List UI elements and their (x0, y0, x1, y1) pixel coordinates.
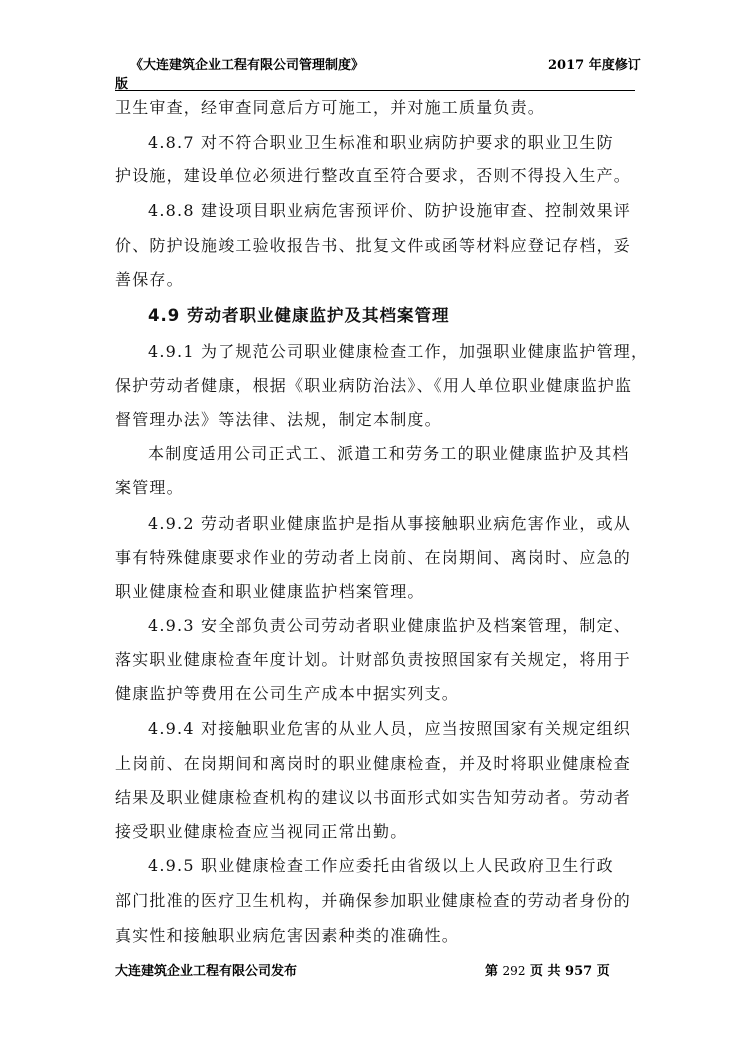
clause-4-9-5: 4.9.5 职业健康检查工作应委托由省级以上人民政府卫生行政 (148, 856, 614, 875)
body-line: 卫生审查，经审查同意后方可施工，并对施工质量负责。 (115, 98, 546, 117)
header-edition-wrap: 版 (115, 77, 129, 92)
body-line: 结果及职业健康检查机构的建议以书面形式如实告知劳动者。劳动者 (115, 788, 632, 807)
footer-page-number (485, 960, 610, 979)
body-line: 接受职业健康检查应当视同正常出勤。 (115, 822, 408, 841)
body-line: 落实职业健康检查年度计划。计财部负责按照国家有关规定，将用于 (115, 650, 632, 669)
body-line: 护设施，建设单位必须进行整改直至符合要求，否则不得投入生产。 (115, 166, 632, 185)
body-line: 事有特殊健康要求作业的劳动者上岗前、在岗期间、离岗时、应急的 (115, 548, 632, 567)
page-mid: 页 共 (529, 964, 561, 979)
footer-publisher: 大连建筑企业工程有限公司发布 (115, 964, 298, 979)
body-line: 案管理。 (115, 478, 184, 497)
body-line: 善保存。 (115, 270, 184, 289)
body-line: 督管理办法》等法律、法规，制定本制度。 (115, 410, 442, 429)
body-line: 保护劳动者健康，根据《职业病防治法》、《用人单位职业健康监护监 (115, 376, 633, 395)
body-line: 价、防护设施竣工验收报告书、批复文件或函等材料应登记存档，妥 (115, 236, 632, 255)
page-suffix: 页 (596, 964, 610, 979)
page-total: 957 (565, 964, 593, 979)
clause-4-9-2: 4.9.2 劳动者职业健康监护是指从事接触职业病危害作业，或从 (148, 514, 631, 533)
body-line: 部门批准的医疗卫生机构，并确保参加职业健康检查的劳动者身份的 (115, 891, 632, 910)
clause-4-8-7: 4.8.7 对不符合职业卫生标准和职业病防护要求的职业卫生防 (148, 133, 614, 152)
clause-4-9-3: 4.9.3 安全部负责公司劳动者职业健康监护及档案管理，制定、 (148, 616, 631, 635)
header-edition: 2017 年度修订 (548, 58, 641, 73)
page-current: 292 (502, 964, 526, 978)
body-line: 健康监护等费用在公司生产成本中据实列支。 (115, 684, 460, 703)
clause-4-8-8: 4.8.8 建设项目职业病危害预评价、防护设施审查、控制效果评 (148, 201, 631, 220)
scope-paragraph: 本制度适用公司正式工、派遣工和劳务工的职业健康监护及其档 (148, 444, 630, 463)
body-line: 职业健康检查和职业健康监护档案管理。 (115, 582, 425, 601)
header-title: 《大连建筑企业工程有限公司管理制度》 (130, 58, 365, 73)
section-heading-4-9: 4.9 劳动者职业健康监护及其档案管理 (148, 306, 450, 325)
body-line: 真实性和接触职业病危害因素种类的准确性。 (115, 926, 460, 945)
page-prefix: 第 (485, 964, 499, 979)
body-line: 上岗前、在岗期间和离岗时的职业健康检查，并及时将职业健康检查 (115, 754, 632, 773)
clause-4-9-4: 4.9.4 对接触职业危害的从业人员，应当按照国家有关规定组织 (148, 719, 631, 738)
clause-4-9-1: 4.9.1 为了规范公司职业健康检查工作，加强职业健康监护管理， (148, 342, 649, 361)
